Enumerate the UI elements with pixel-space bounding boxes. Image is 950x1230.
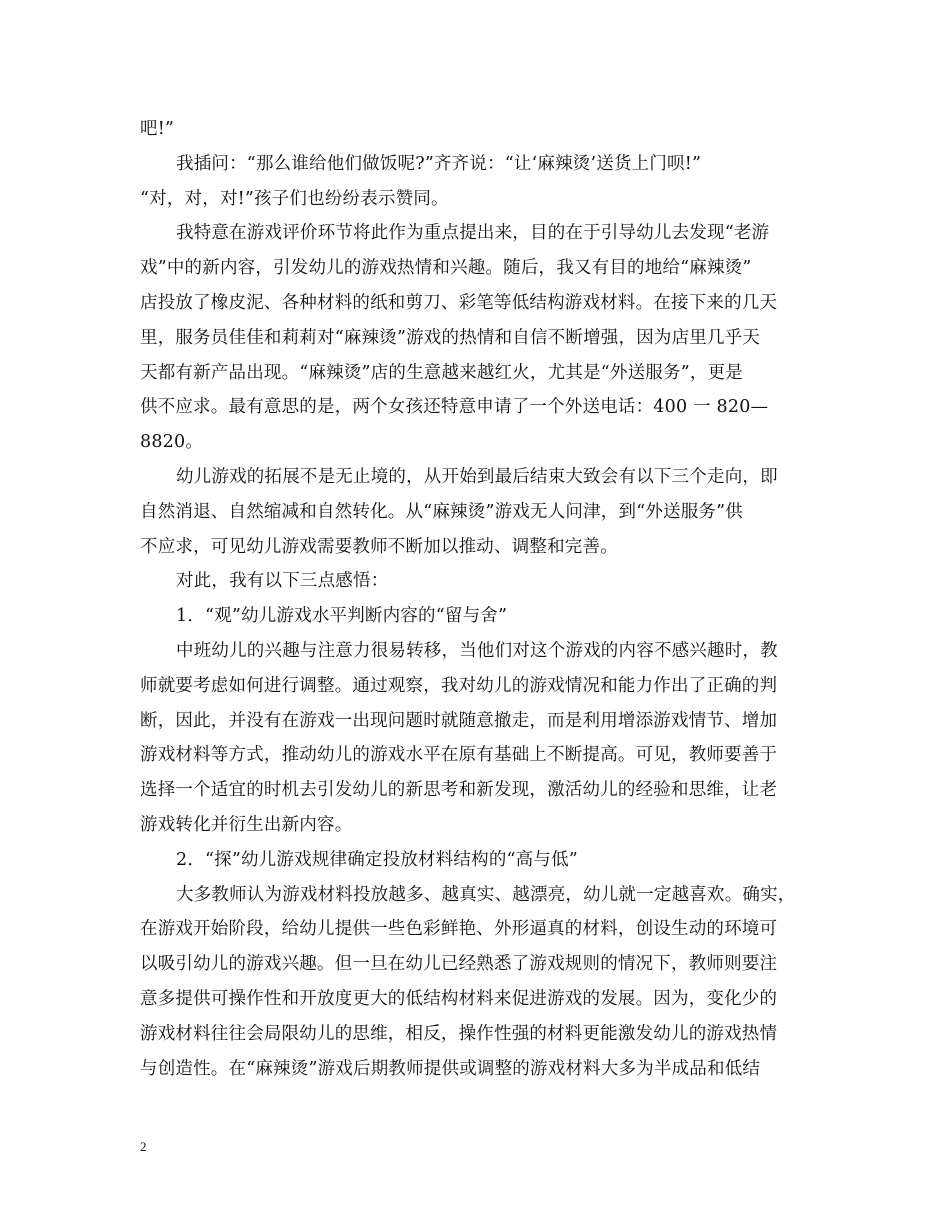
text-line: 天都有新产品出现。“麻辣烫”店的生意越来越红火，尤其是“外送服务”，更是	[140, 362, 743, 383]
text-line: 断，因此，并没有在游戏一出现问题时就随意撤走，而是利用增添游戏情节、增加	[140, 710, 778, 731]
text-line: 1．“观”幼儿游戏水平判断内容的“留与舍”	[176, 606, 508, 627]
text-line: 2．“探”幼儿游戏规律确定投放材料结构的“高与低”	[176, 849, 578, 870]
text-line: 大多教师认为游戏材料投放越多、越真实、越漂亮，幼儿就一定越喜欢。确实，	[176, 884, 796, 905]
text-line: 以吸引幼儿的游戏兴趣。但一旦在幼儿已经熟悉了游戏规则的情况下，教师则要注	[140, 954, 778, 975]
text-line: 意多提供可操作性和开放度更大的低结构材料来促进游戏的发展。因为，变化少的	[140, 988, 778, 1009]
text-line: 我特意在游戏评价环节将此作为重点提出来，目的在于引导幼儿去发现“老游	[176, 223, 770, 244]
text-line: 中班幼儿的兴趣与注意力很易转移，当他们对这个游戏的内容不感兴趣时，教	[176, 640, 778, 661]
text-line: 我插问：“那么谁给他们做饭呢?”齐齐说：“让‘麻辣烫’送货上门呗!”	[176, 153, 702, 174]
text-line: 师就要考虑如何进行调整。通过观察，我对幼儿的游戏情况和能力作出了正确的判	[140, 675, 778, 696]
page-number: 2	[140, 1139, 147, 1154]
text-line: 在游戏开始阶段，给幼儿提供一些色彩鲜艳、外形逼真的材料，创设生动的环境可	[140, 919, 778, 940]
text-line: 吧!”	[140, 119, 175, 139]
text-line: 游戏材料等方式，推动幼儿的游戏水平在原有基础上不断提高。可见，教师要善于	[140, 745, 778, 766]
text-line: 幼儿游戏的拓展不是无止境的，从开始到最后结束大致会有以下三个走向，即	[176, 466, 778, 487]
text-line: 与创造性。在“麻辣烫”游戏后期教师提供或调整的游戏材料大多为半成品和低结	[140, 1058, 761, 1079]
text-line: 戏”中的新内容，引发幼儿的游戏热情和兴趣。随后，我又有目的地给“麻辣烫”	[140, 258, 752, 279]
text-line: 游戏转化并衍生出新内容。	[140, 814, 353, 835]
text-line: 不应求，可见幼儿游戏需要教师不断加以推动、调整和完善。	[140, 536, 618, 557]
text-line: 供不应求。最有意思的是，两个女孩还特意申请了一个外送电话：400 一 820—	[140, 397, 769, 418]
body-text	[140, 112, 815, 1086]
text-line: 里，服务员佳佳和莉莉对“麻辣烫”游戏的热情和自信不断增强，因为店里几乎天	[140, 327, 761, 348]
text-line: 8820。	[140, 432, 204, 453]
text-line: 自然消退、自然缩减和自然转化。从“麻辣烫”游戏无人问津，到“外送服务”供	[140, 501, 743, 522]
text-line: 游戏材料往往会局限幼儿的思维，相反，操作性强的材料更能激发幼儿的游戏热情	[140, 1023, 778, 1044]
text-line: 店投放了橡皮泥、各种材料的纸和剪刀、彩笔等低结构游戏材料。在接下来的几天	[140, 292, 778, 313]
text-line: 选择一个适宜的时机去引发幼儿的新思考和新发现，激活幼儿的经验和思维，让老	[140, 780, 778, 801]
text-line: “对，对，对!”孩子们也纷纷表示赞同。	[140, 188, 449, 209]
text-line: 对此，我有以下三点感悟：	[176, 571, 389, 592]
